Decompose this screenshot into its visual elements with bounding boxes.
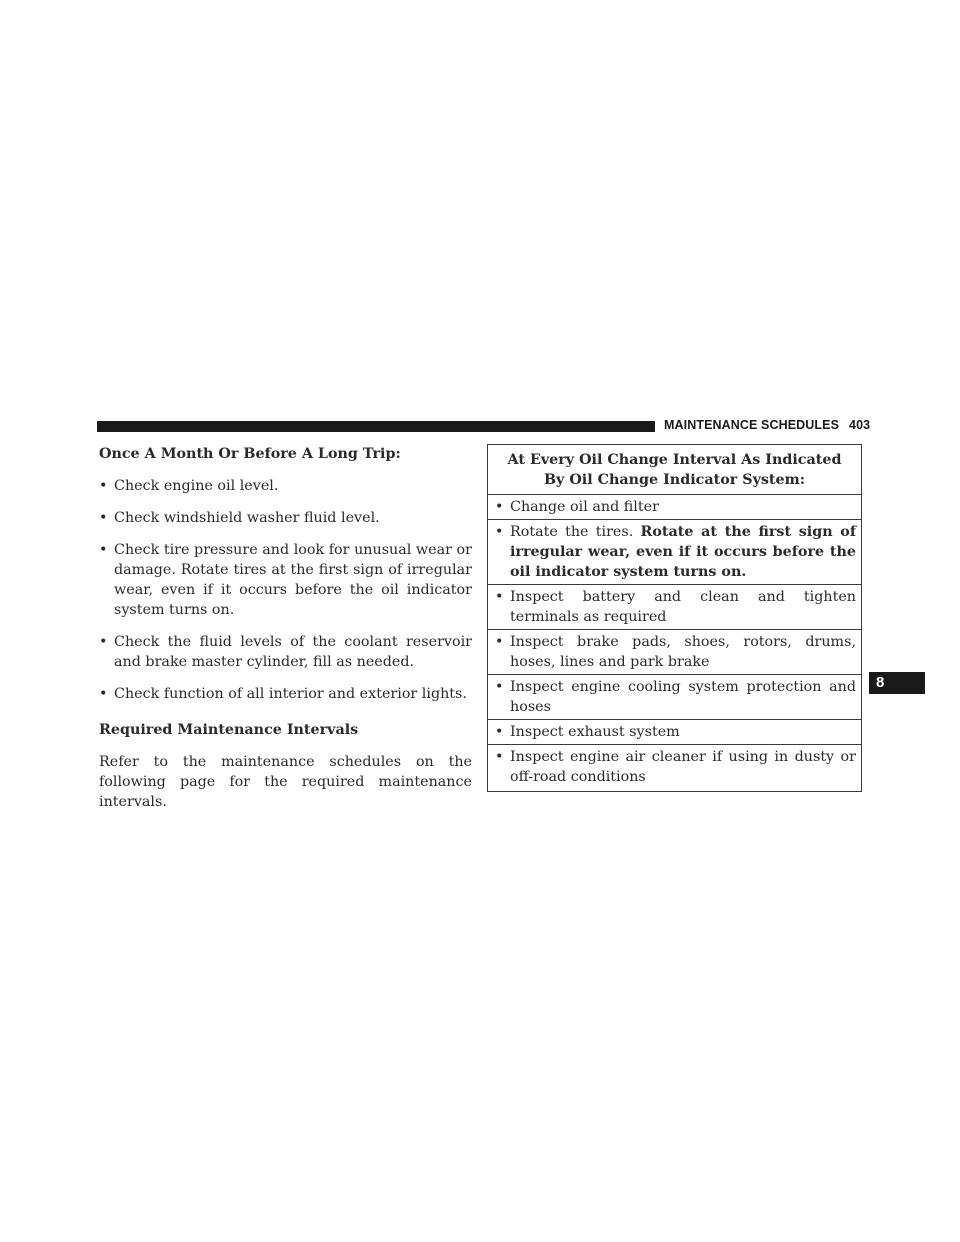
table-row: • Inspect engine cooling system protection and hoses (488, 675, 861, 720)
intervals-paragraph: Refer to the maintenance schedules on the following page for the required maintenance intervals. (99, 754, 472, 810)
bullet-icon: • (495, 589, 504, 605)
list-item: • Check tire pressure and look for unusual wear or damage. Rotate tires at the first sign of irregular wear, even if it occurs before the oil indicator system turns on. (99, 542, 472, 618)
running-header (664, 418, 870, 432)
table-row: • Inspect exhaust system (488, 720, 861, 745)
bullet-icon: • (99, 510, 108, 526)
page-number: 403 (849, 418, 871, 432)
table-row: • Inspect brake pads, shoes, rotors, drums, hoses, lines and park brake (488, 630, 861, 675)
monthly-check-heading: Once A Month Or Before A Long Trip: (99, 446, 401, 462)
bullet-icon: • (495, 679, 504, 695)
bullet-icon: • (99, 634, 108, 650)
bullet-icon: • (99, 542, 108, 558)
table-row: • Inspect battery and clean and tighten terminals as required (488, 585, 861, 630)
list-item: • Check engine oil level. (99, 478, 279, 494)
oil-change-heading: At Every Oil Change Interval As Indicated By Oil Change Indicator System: (488, 445, 861, 495)
bullet-icon: • (495, 499, 504, 515)
section-title: MAINTENANCE SCHEDULES (664, 418, 840, 432)
list-item: • Check the fluid levels of the coolant reservoir and brake master cylinder, fill as needed. (99, 634, 472, 670)
list-item: • Check windshield washer fluid level. (99, 510, 380, 526)
intervals-heading: Required Maintenance Intervals (99, 722, 359, 738)
bullet-icon: • (495, 524, 504, 540)
list-item: • Check function of all interior and exterior lights. (99, 686, 467, 702)
left-column (99, 444, 472, 812)
bullet-icon: • (99, 686, 108, 702)
bullet-icon: • (495, 634, 504, 650)
chapter-tab: 8 (869, 672, 925, 694)
table-row: • Inspect engine air cleaner if using in dusty or off-road conditions (495, 749, 856, 785)
table-row: • Change oil and filter (488, 495, 861, 520)
oil-change-table (487, 444, 862, 792)
bullet-icon: • (99, 478, 108, 494)
table-row: • Rotate the tires. Rotate at the first sign of irregular wear, even if it occurs before the oil indicator system turns on. (488, 520, 861, 585)
monthly-check-list (99, 476, 472, 704)
rotation-warning: Rotate at the first sign of irregular wear, even if it occurs before the oil indicator system turns on. (510, 524, 856, 580)
bullet-icon: • (495, 749, 504, 765)
bullet-icon: • (495, 724, 504, 740)
header-rule (97, 421, 655, 432)
